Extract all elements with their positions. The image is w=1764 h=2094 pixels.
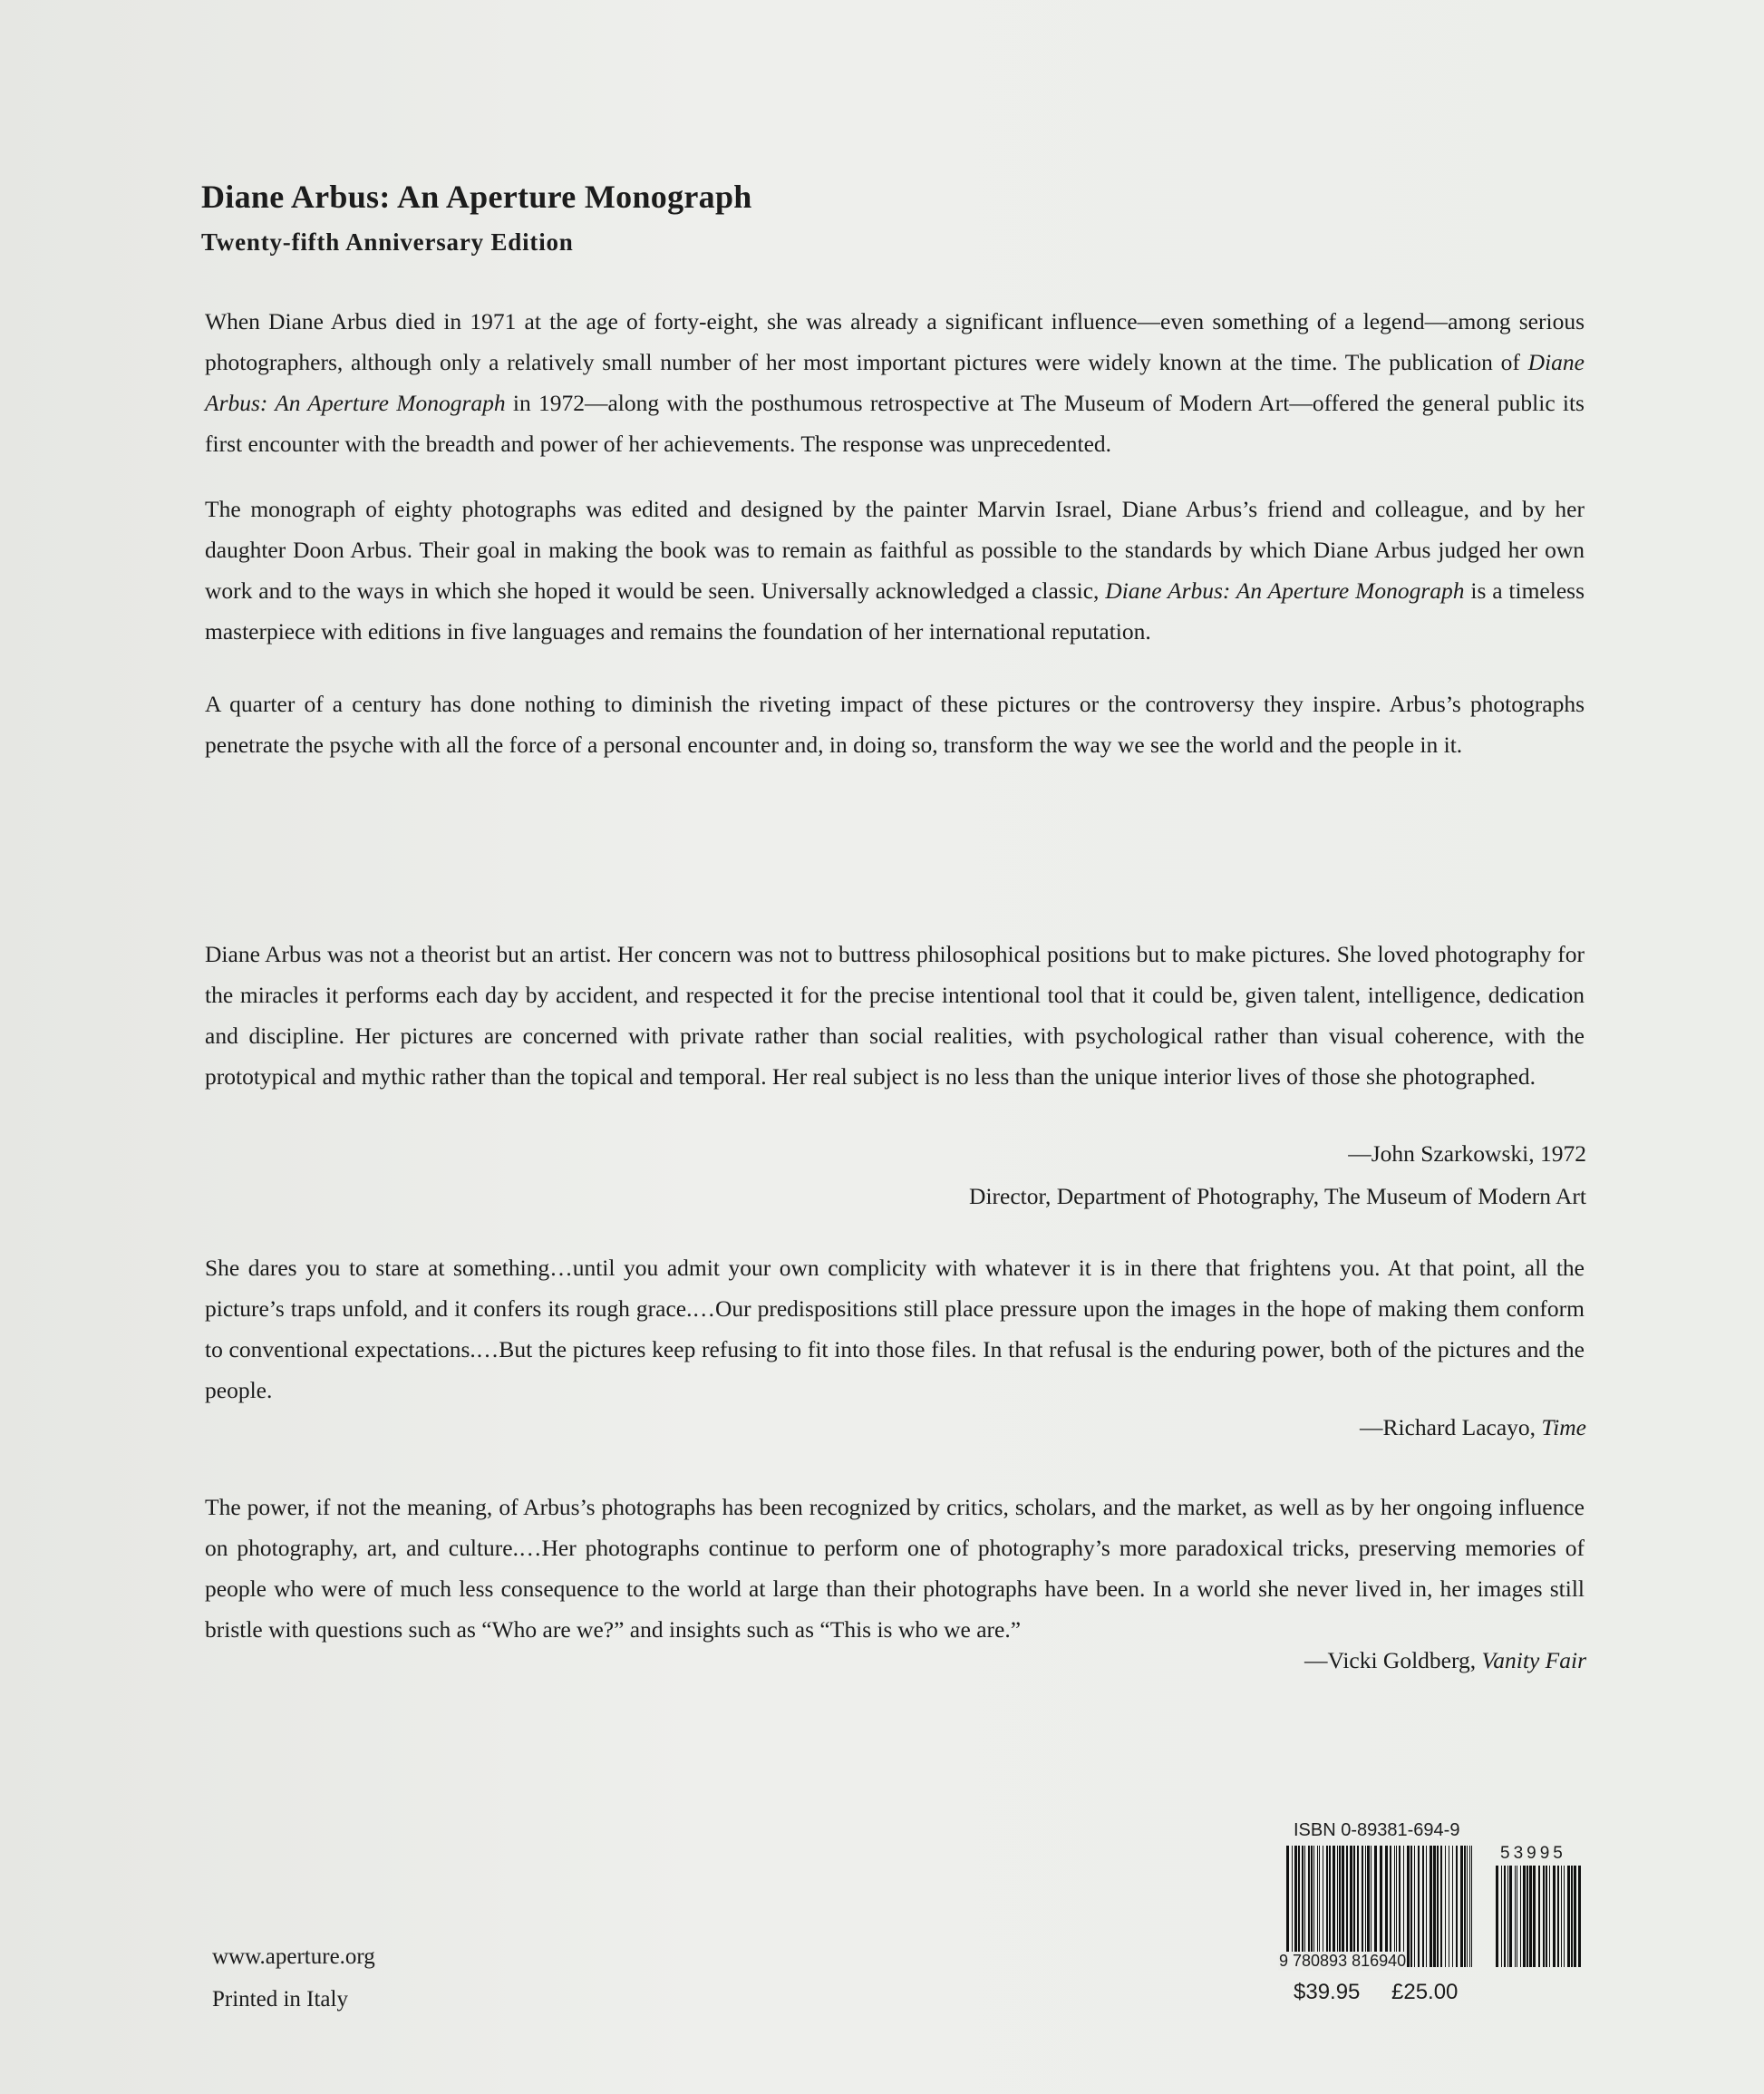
barcode-digits: 9 780893 816940 [1279, 1952, 1407, 1970]
attribution-goldberg: —Vicki Goldberg, Vanity Fair [1304, 1647, 1586, 1673]
isbn-number: ISBN 0-89381-694-9 [1294, 1820, 1460, 1840]
isbn-barcode [1284, 1846, 1475, 1967]
price-barcode [1494, 1866, 1585, 1967]
edition-subtitle: Twenty-fifth Anniversary Edition [201, 228, 574, 256]
quote-goldberg: The power, if not the meaning, of Arbus’s photographs has been recognized by critics, scholars, and the market, as well as by her ongoing influence on photography, art, and culture.…Her photographs continue to perform one of photography’s more paradoxical tricks, preserving memories of people who were of much less consequence to the world at large than their photographs have been. In a world she never lived in, her images still bristle with questions such as “Who are we?” and insights such as “This is who we are.” [205, 1494, 1585, 1643]
publisher-website: www.aperture.org [212, 1944, 375, 1969]
book-title-italic: Diane Arbus: An Aperture Monograph [1105, 577, 1465, 604]
price-gbp: £25.00 [1391, 1980, 1459, 2004]
quote-lacayo: She dares you to stare at something…until you admit your own complicity with whatever it is in there that frightens you. At that point, all the picture’s traps unfold, and it confers its rough grace.…Our predispositions still place pressure upon the images in the hope of making them conform to conventional expectations.…But the pictures keep refusing to fit into those files. In that refusal is the enduring power, both of the pictures and the people. [205, 1255, 1585, 1403]
attribution-szarkowski: —John Szarkowski, 1972 [1348, 1140, 1586, 1167]
printed-in: Printed in Italy [212, 1987, 348, 2012]
description-paragraph-3: A quarter of a century has done nothing to diminish the riveting impact of these pictures or the controversy they inspire. Arbus’s photographs penetrate the psyche with all the force of a personal encounter and, in doing so, transform the way we see the world and the people in it. [205, 691, 1585, 758]
barcode-addon-number: 53995 [1500, 1844, 1566, 1863]
book-title: Diane Arbus: An Aperture Monograph [201, 179, 752, 215]
quote-szarkowski: Diane Arbus was not a theorist but an artist. Her concern was not to buttress philosophical positions but to make pictures. She loved photography for the miracles it performs each day by accident, and respected it for the precise intentional tool that it could be, given talent, intelligence, dedication and discipline. Her pictures are concerned with private rather than social realities, with psychological rather than visual coherence, with the prototypical and mythic rather than the topical and temporal. Her real subject is no less than the unique interior lives of those she photographed. [205, 941, 1585, 1090]
description-paragraph-2: The monograph of eighty photographs was edited and designed by the painter Marvin Israel, Diane Arbus’s friend and colleague, and by her daughter Doon Arbus. Their goal in making the book was to remain as faithful as possible to the standards by which Diane Arbus judged her own work and to the ways in which she hoped it would be seen. Universally acknowledged a classic, Diane Arbus: An Aperture Monograph is a timeless masterpiece with editions in five languages and remains the foundation of her international reputation. [205, 496, 1585, 645]
attribution-szarkowski-title: Director, Department of Photography, The Museum of Modern Art [969, 1183, 1586, 1209]
book-title-italic: Diane Arbus: An Aperture Monograph [205, 349, 1585, 416]
attribution-lacayo: —Richard Lacayo, Time [1360, 1414, 1586, 1440]
price-usd: $39.95 [1294, 1980, 1361, 2004]
description-paragraph-1: When Diane Arbus died in 1971 at the age of forty-eight, she was already a significant influence—even something of a legend—among serious photographers, although only a relatively small number of her most important pictures were widely known at the time. The publication of Diane Arbus: An Aperture Monograph in 1972—along with the posthumous retrospective at The Museum of Modern Art—offered the general public its first encounter with the breadth and power of her achievements. The response was unprecedented. [205, 308, 1585, 457]
